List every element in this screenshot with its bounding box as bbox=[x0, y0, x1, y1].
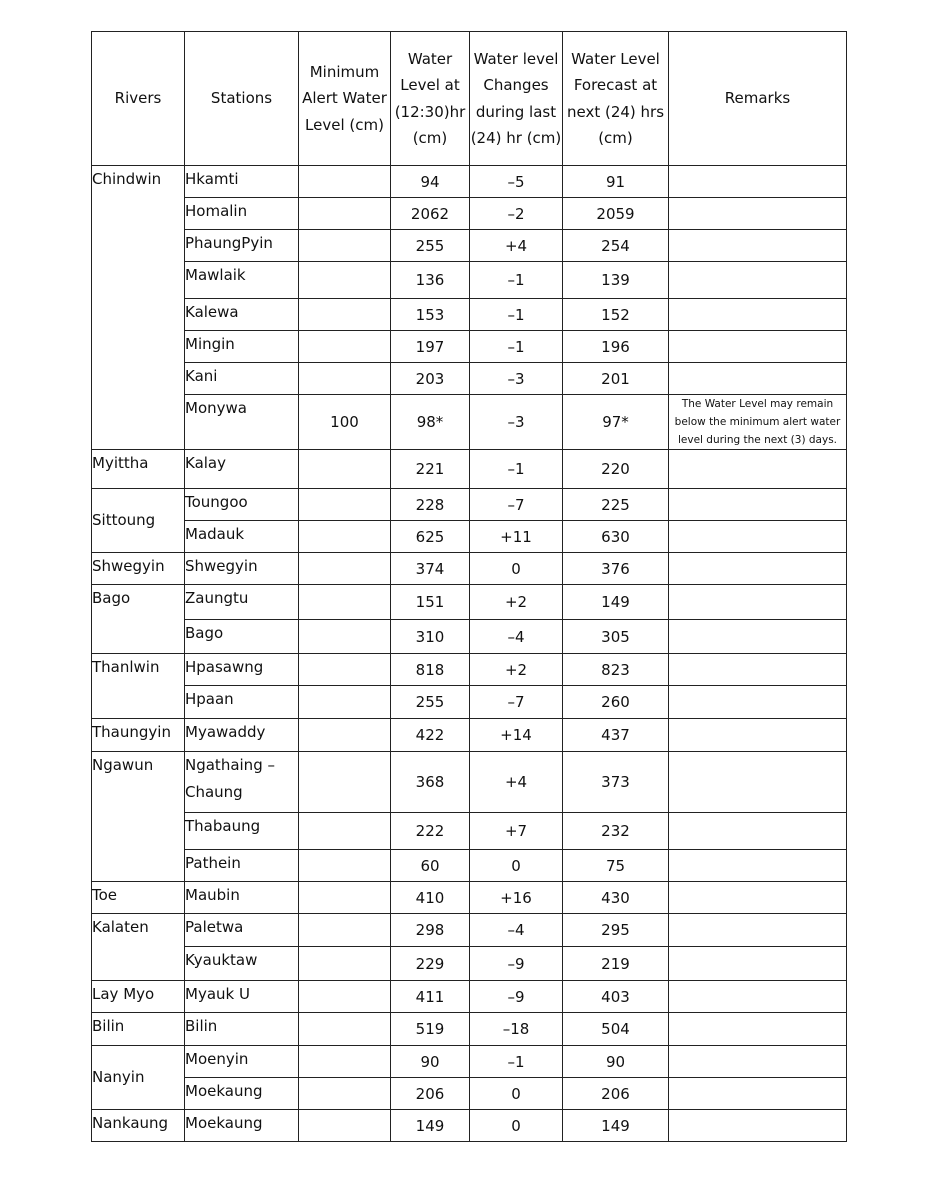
forecast-cell: 219 bbox=[563, 947, 669, 981]
alert-level-cell bbox=[299, 166, 391, 198]
change-cell: –3 bbox=[470, 363, 563, 395]
forecast-cell: 201 bbox=[563, 363, 669, 395]
remark-cell bbox=[669, 947, 847, 981]
table-row bbox=[92, 363, 847, 395]
alert-level-cell bbox=[299, 331, 391, 363]
station-cell: PhaungPyin bbox=[185, 230, 299, 262]
station-cell: Kani bbox=[185, 363, 299, 395]
change-cell: –9 bbox=[470, 947, 563, 981]
water-level-cell: 368 bbox=[391, 752, 470, 813]
change-cell: +16 bbox=[470, 882, 563, 914]
remark-cell bbox=[669, 521, 847, 553]
forecast-cell: 254 bbox=[563, 230, 669, 262]
change-cell: +4 bbox=[470, 230, 563, 262]
remark-cell bbox=[669, 850, 847, 882]
table-row bbox=[92, 813, 847, 850]
water-level-cell: 229 bbox=[391, 947, 470, 981]
alert-level-cell bbox=[299, 813, 391, 850]
alert-level-cell bbox=[299, 914, 391, 947]
forecast-cell: 75 bbox=[563, 850, 669, 882]
water-level-cell: 410 bbox=[391, 882, 470, 914]
station-cell: Kyauktaw bbox=[185, 947, 299, 981]
water-level-cell: 255 bbox=[391, 230, 470, 262]
forecast-cell: 295 bbox=[563, 914, 669, 947]
water-level-cell: 60 bbox=[391, 850, 470, 882]
forecast-cell: 823 bbox=[563, 654, 669, 686]
alert-level-cell bbox=[299, 585, 391, 620]
remark-cell bbox=[669, 1110, 847, 1142]
forecast-cell: 630 bbox=[563, 521, 669, 553]
forecast-cell: 90 bbox=[563, 1046, 669, 1078]
station-cell: Paletwa bbox=[185, 914, 299, 947]
station-cell: Mawlaik bbox=[185, 262, 299, 299]
forecast-cell: 225 bbox=[563, 489, 669, 521]
change-cell: –7 bbox=[470, 489, 563, 521]
water-level-cell: 411 bbox=[391, 981, 470, 1013]
table-row bbox=[92, 719, 847, 752]
alert-level-cell bbox=[299, 489, 391, 521]
river-cell: Kalaten bbox=[92, 914, 185, 981]
water-level-cell: 136 bbox=[391, 262, 470, 299]
change-cell: –1 bbox=[470, 262, 563, 299]
remark-cell bbox=[669, 1013, 847, 1046]
table-row bbox=[92, 331, 847, 363]
river-cell: Sittoung bbox=[92, 489, 185, 553]
station-cell: Bilin bbox=[185, 1013, 299, 1046]
remark-cell bbox=[669, 1046, 847, 1078]
forecast-cell: 149 bbox=[563, 585, 669, 620]
remark-cell bbox=[669, 585, 847, 620]
water-level-cell: 310 bbox=[391, 620, 470, 654]
station-cell: Myauk U bbox=[185, 981, 299, 1013]
table-row bbox=[92, 981, 847, 1013]
forecast-cell: 139 bbox=[563, 262, 669, 299]
remark-cell bbox=[669, 620, 847, 654]
water-level-cell: 298 bbox=[391, 914, 470, 947]
station-cell: Moekaung bbox=[185, 1078, 299, 1110]
remark-cell bbox=[669, 813, 847, 850]
remark-cell bbox=[669, 752, 847, 813]
change-cell: –4 bbox=[470, 620, 563, 654]
river-cell: Myittha bbox=[92, 450, 185, 489]
remark-cell: The Water Level may remain below the minimum alert water level during the next (3) days. bbox=[669, 395, 847, 450]
table-row bbox=[92, 1013, 847, 1046]
alert-level-cell bbox=[299, 521, 391, 553]
header-stations: Stations bbox=[185, 32, 299, 166]
water-level-cell: 818 bbox=[391, 654, 470, 686]
change-cell: +7 bbox=[470, 813, 563, 850]
table-row bbox=[92, 850, 847, 882]
alert-level-cell bbox=[299, 1046, 391, 1078]
forecast-cell: 149 bbox=[563, 1110, 669, 1142]
water-level-cell: 94 bbox=[391, 166, 470, 198]
station-cell: Hpasawng bbox=[185, 654, 299, 686]
water-level-cell: 221 bbox=[391, 450, 470, 489]
station-cell: Pathein bbox=[185, 850, 299, 882]
table-body bbox=[92, 166, 847, 1142]
change-cell: +2 bbox=[470, 585, 563, 620]
river-cell: Toe bbox=[92, 882, 185, 914]
alert-level-cell bbox=[299, 1078, 391, 1110]
water-level-cell: 90 bbox=[391, 1046, 470, 1078]
table-row bbox=[92, 521, 847, 553]
station-cell: Moenyin bbox=[185, 1046, 299, 1078]
station-cell: Monywa bbox=[185, 395, 299, 450]
forecast-cell: 196 bbox=[563, 331, 669, 363]
station-cell: Bago bbox=[185, 620, 299, 654]
table-row bbox=[92, 947, 847, 981]
alert-level-cell bbox=[299, 1110, 391, 1142]
water-level-cell: 153 bbox=[391, 299, 470, 331]
forecast-cell: 430 bbox=[563, 882, 669, 914]
water-level-cell: 228 bbox=[391, 489, 470, 521]
station-cell: Thabaung bbox=[185, 813, 299, 850]
river-cell: Bago bbox=[92, 585, 185, 654]
station-cell: Madauk bbox=[185, 521, 299, 553]
alert-level-cell bbox=[299, 299, 391, 331]
change-cell: –18 bbox=[470, 1013, 563, 1046]
station-cell: Moekaung bbox=[185, 1110, 299, 1142]
alert-level-cell bbox=[299, 719, 391, 752]
change-cell: 0 bbox=[470, 553, 563, 585]
table-row bbox=[92, 489, 847, 521]
water-level-cell: 206 bbox=[391, 1078, 470, 1110]
remark-cell bbox=[669, 686, 847, 719]
remark-cell bbox=[669, 1078, 847, 1110]
forecast-cell: 206 bbox=[563, 1078, 669, 1110]
forecast-cell: 504 bbox=[563, 1013, 669, 1046]
forecast-cell: 403 bbox=[563, 981, 669, 1013]
table-row bbox=[92, 230, 847, 262]
forecast-cell: 232 bbox=[563, 813, 669, 850]
alert-level-cell bbox=[299, 752, 391, 813]
remark-cell bbox=[669, 914, 847, 947]
alert-level-cell: 100 bbox=[299, 395, 391, 450]
remark-cell bbox=[669, 363, 847, 395]
header-changes: Water level Changes during last (24) hr (cm) bbox=[470, 32, 563, 166]
forecast-cell: 152 bbox=[563, 299, 669, 331]
forecast-cell: 305 bbox=[563, 620, 669, 654]
station-cell: Toungoo bbox=[185, 489, 299, 521]
table-row bbox=[92, 585, 847, 620]
header-row bbox=[92, 32, 847, 166]
water-level-cell: 422 bbox=[391, 719, 470, 752]
change-cell: +11 bbox=[470, 521, 563, 553]
station-cell: Hkamti bbox=[185, 166, 299, 198]
remark-cell bbox=[669, 198, 847, 230]
table-row bbox=[92, 262, 847, 299]
river-cell: Ngawun bbox=[92, 752, 185, 882]
forecast-cell: 97* bbox=[563, 395, 669, 450]
remark-cell bbox=[669, 230, 847, 262]
water-level-cell: 151 bbox=[391, 585, 470, 620]
header-remarks: Remarks bbox=[669, 32, 847, 166]
alert-level-cell bbox=[299, 198, 391, 230]
alert-level-cell bbox=[299, 262, 391, 299]
station-cell: Ngathaing – Chaung bbox=[185, 752, 299, 813]
forecast-cell: 220 bbox=[563, 450, 669, 489]
change-cell: –4 bbox=[470, 914, 563, 947]
alert-level-cell bbox=[299, 850, 391, 882]
remark-cell bbox=[669, 299, 847, 331]
alert-level-cell bbox=[299, 450, 391, 489]
station-cell: Shwegyin bbox=[185, 553, 299, 585]
table-row bbox=[92, 654, 847, 686]
change-cell: –1 bbox=[470, 299, 563, 331]
station-cell: Zaungtu bbox=[185, 585, 299, 620]
alert-level-cell bbox=[299, 620, 391, 654]
alert-level-cell bbox=[299, 981, 391, 1013]
station-cell: Myawaddy bbox=[185, 719, 299, 752]
table-row bbox=[92, 1110, 847, 1142]
water-level-cell: 222 bbox=[391, 813, 470, 850]
station-cell: Kalay bbox=[185, 450, 299, 489]
remark-cell bbox=[669, 331, 847, 363]
alert-level-cell bbox=[299, 553, 391, 585]
header-min-alert: Minimum Alert Water Level (cm) bbox=[299, 32, 391, 166]
change-cell: 0 bbox=[470, 850, 563, 882]
change-cell: 0 bbox=[470, 1078, 563, 1110]
station-cell: Homalin bbox=[185, 198, 299, 230]
remark-cell bbox=[669, 882, 847, 914]
table-row bbox=[92, 553, 847, 585]
water-level-cell: 625 bbox=[391, 521, 470, 553]
station-cell: Mingin bbox=[185, 331, 299, 363]
remark-cell bbox=[669, 450, 847, 489]
station-cell: Maubin bbox=[185, 882, 299, 914]
forecast-cell: 373 bbox=[563, 752, 669, 813]
change-cell: –1 bbox=[470, 1046, 563, 1078]
change-cell: 0 bbox=[470, 1110, 563, 1142]
remark-cell bbox=[669, 489, 847, 521]
water-level-cell: 519 bbox=[391, 1013, 470, 1046]
change-cell: –9 bbox=[470, 981, 563, 1013]
change-cell: +4 bbox=[470, 752, 563, 813]
station-cell: Hpaan bbox=[185, 686, 299, 719]
river-cell: Chindwin bbox=[92, 166, 185, 450]
change-cell: +14 bbox=[470, 719, 563, 752]
table-row bbox=[92, 1078, 847, 1110]
remark-cell bbox=[669, 981, 847, 1013]
remark-cell bbox=[669, 719, 847, 752]
table-row bbox=[92, 1046, 847, 1078]
water-level-cell: 203 bbox=[391, 363, 470, 395]
river-cell: Thanlwin bbox=[92, 654, 185, 719]
table-row bbox=[92, 620, 847, 654]
table-row bbox=[92, 166, 847, 198]
river-cell: Nankaung bbox=[92, 1110, 185, 1142]
water-level-cell: 149 bbox=[391, 1110, 470, 1142]
remark-cell bbox=[669, 262, 847, 299]
table-row bbox=[92, 752, 847, 813]
table-row bbox=[92, 450, 847, 489]
table-row bbox=[92, 914, 847, 947]
river-cell: Nanyin bbox=[92, 1046, 185, 1110]
table-row bbox=[92, 882, 847, 914]
station-cell: Kalewa bbox=[185, 299, 299, 331]
water-level-cell: 197 bbox=[391, 331, 470, 363]
change-cell: –7 bbox=[470, 686, 563, 719]
change-cell: –1 bbox=[470, 450, 563, 489]
forecast-cell: 91 bbox=[563, 166, 669, 198]
forecast-cell: 260 bbox=[563, 686, 669, 719]
change-cell: –1 bbox=[470, 331, 563, 363]
alert-level-cell bbox=[299, 230, 391, 262]
water-level-cell: 98* bbox=[391, 395, 470, 450]
header-rivers: Rivers bbox=[92, 32, 185, 166]
forecast-cell: 2059 bbox=[563, 198, 669, 230]
river-cell: Lay Myo bbox=[92, 981, 185, 1013]
remark-cell bbox=[669, 654, 847, 686]
remark-cell bbox=[669, 166, 847, 198]
water-level-cell: 374 bbox=[391, 553, 470, 585]
header-water-level: Water Level at (12:30)hr (cm) bbox=[391, 32, 470, 166]
alert-level-cell bbox=[299, 363, 391, 395]
water-level-table bbox=[91, 31, 847, 1142]
remark-cell bbox=[669, 553, 847, 585]
table-row bbox=[92, 198, 847, 230]
header-forecast: Water Level Forecast at next (24) hrs (cm) bbox=[563, 32, 669, 166]
table-row bbox=[92, 395, 847, 450]
change-cell: +2 bbox=[470, 654, 563, 686]
alert-level-cell bbox=[299, 882, 391, 914]
alert-level-cell bbox=[299, 686, 391, 719]
river-cell: Bilin bbox=[92, 1013, 185, 1046]
river-cell: Thaungyin bbox=[92, 719, 185, 752]
change-cell: –5 bbox=[470, 166, 563, 198]
forecast-cell: 437 bbox=[563, 719, 669, 752]
river-cell: Shwegyin bbox=[92, 553, 185, 585]
table-row bbox=[92, 686, 847, 719]
alert-level-cell bbox=[299, 1013, 391, 1046]
change-cell: –3 bbox=[470, 395, 563, 450]
forecast-cell: 376 bbox=[563, 553, 669, 585]
alert-level-cell bbox=[299, 947, 391, 981]
water-level-cell: 255 bbox=[391, 686, 470, 719]
table-row bbox=[92, 299, 847, 331]
alert-level-cell bbox=[299, 654, 391, 686]
change-cell: –2 bbox=[470, 198, 563, 230]
water-level-cell: 2062 bbox=[391, 198, 470, 230]
